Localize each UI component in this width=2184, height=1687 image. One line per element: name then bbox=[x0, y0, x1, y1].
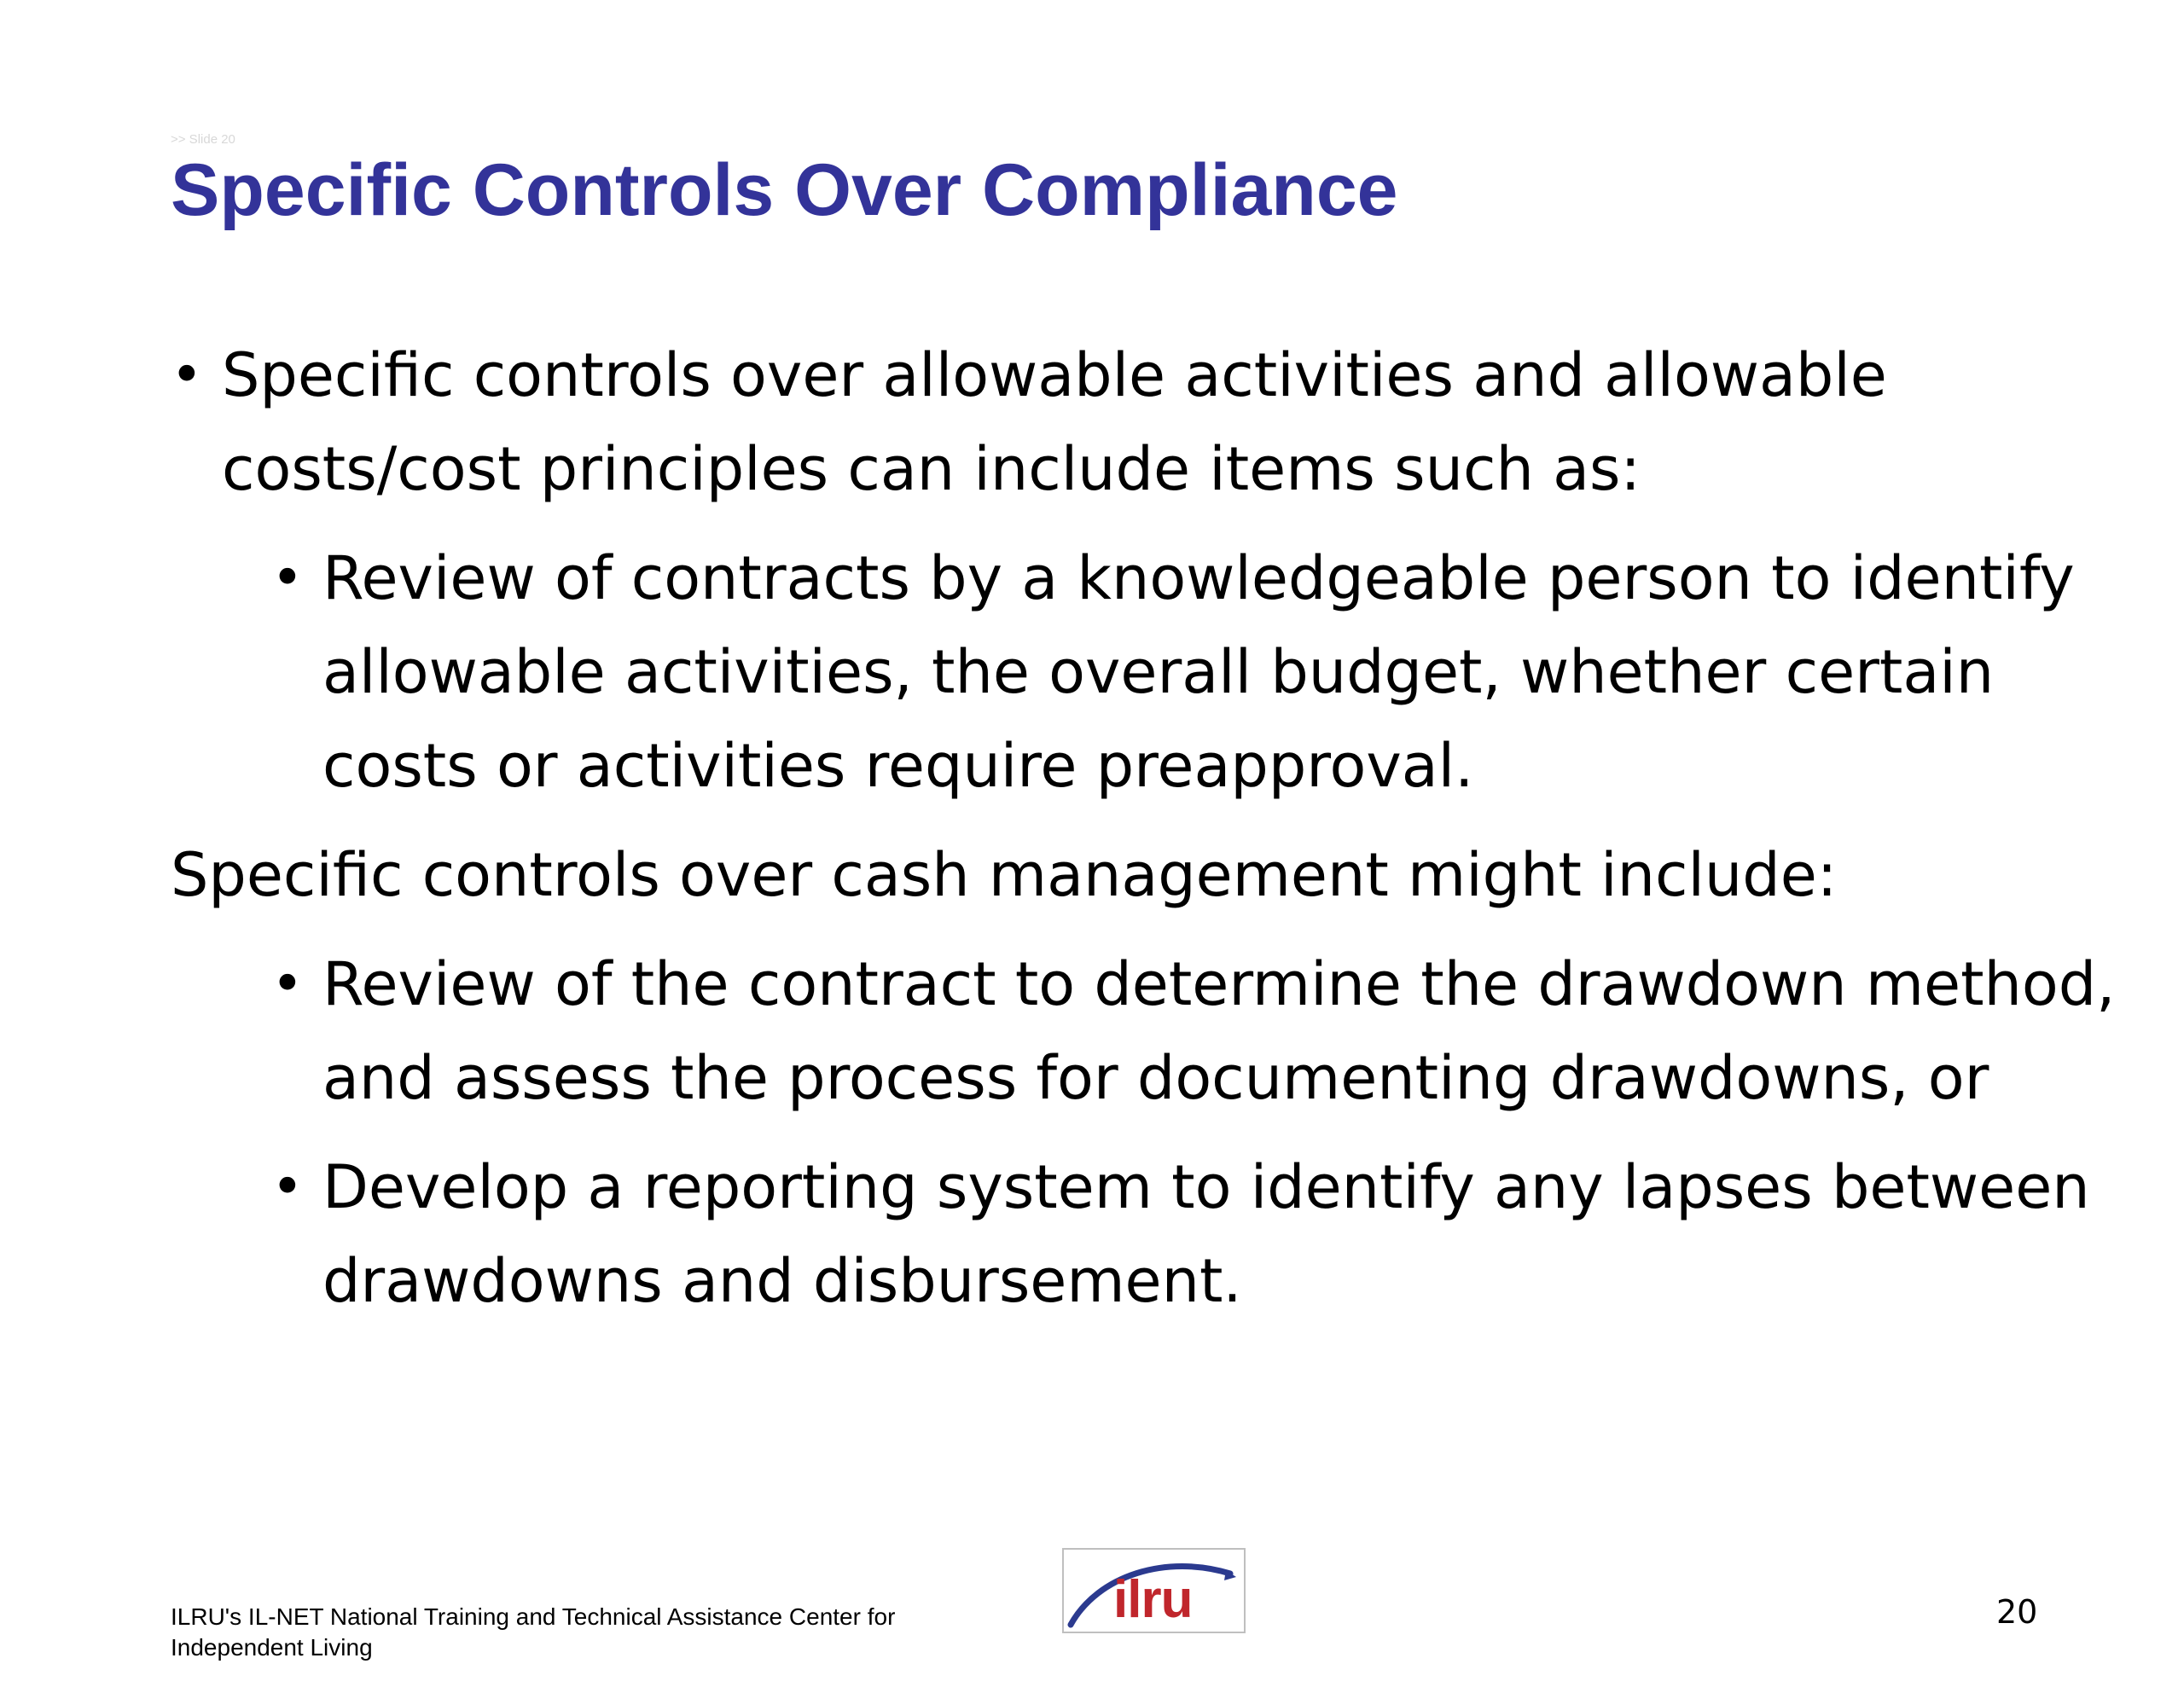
slide-title: Specific Controls Over Compliance bbox=[171, 149, 1398, 231]
bullet-dot-icon: • bbox=[271, 1156, 304, 1219]
ilru-logo bbox=[1062, 1548, 1246, 1633]
bullet-text: Specific controls over allowable activities and allowable costs/cost principles can include items such as: bbox=[222, 340, 1887, 504]
bullet-dot-icon: • bbox=[171, 344, 203, 407]
bullet-dot-icon: • bbox=[271, 953, 304, 1016]
subbullet-drawdown-method bbox=[271, 937, 2133, 1125]
subbullet-text: Develop a reporting system to identify any lapses between drawdowns and disbursement. bbox=[322, 1152, 2090, 1316]
slide-marker: >> Slide 20 bbox=[171, 132, 235, 147]
bullet-dot-icon: • bbox=[271, 547, 304, 610]
subbullet-text: Review of the contract to determine the drawdown method, and assess the process for documenting drawdowns, or bbox=[322, 949, 2116, 1113]
logo-wordmark: ilru bbox=[1113, 1570, 1193, 1629]
slide-content bbox=[171, 328, 2133, 1343]
subbullet-contract-review bbox=[271, 531, 2133, 813]
bullet-allowable-controls bbox=[171, 328, 2133, 516]
subbullet-text: Review of contracts by a knowledgeable person to identify allowable activities, the overall budget, whether certain costs or activities require preapproval. bbox=[322, 543, 2075, 801]
subbullet-reporting-system bbox=[271, 1140, 2133, 1328]
footer-organization: ILRU's IL-NET National Training and Technical Assistance Center for Independent Living bbox=[171, 1603, 896, 1661]
page-number: 20 bbox=[1996, 1593, 2038, 1631]
cash-management-heading: Specific controls over cash management might include: bbox=[171, 840, 1838, 910]
